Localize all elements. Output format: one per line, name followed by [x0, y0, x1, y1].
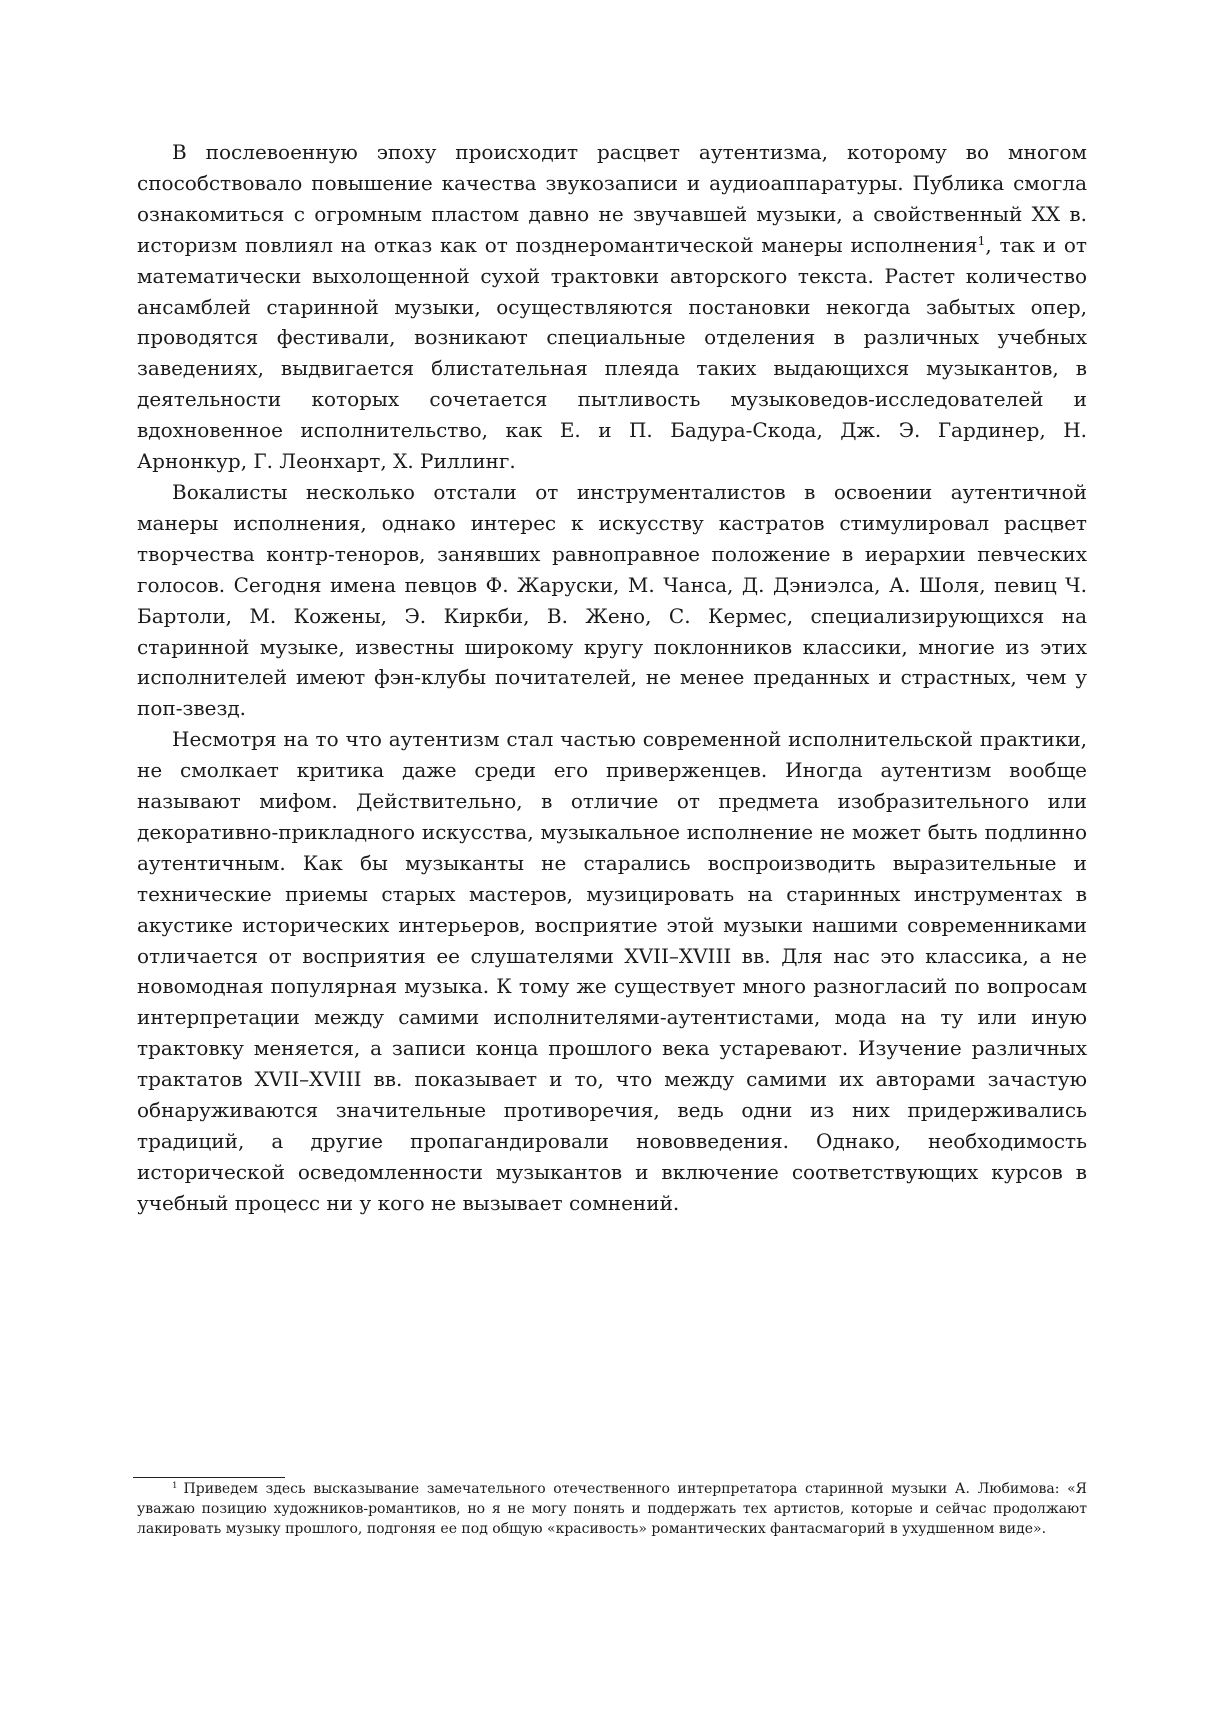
- footnote-reference: 1: [977, 232, 986, 248]
- footnote: [137, 1479, 1087, 1539]
- paragraph-1-text-before-note: В послевоенную эпоху происходит расцвет аутентизма, которому во многом способствовало повышение качества звукозаписи и аудиоаппаратуры. Публика смогла ознакомиться с огромным пластом давно не звучавшей музыки, а свойственный XX в. историзм повлиял на отказ как от позднеромантической манеры исполнения: [137, 140, 1087, 257]
- paragraph-3: Несмотря на то что аутентизм стал частью современной исполнительской практики, не смолкает критика даже среди его приверженцев. Иногда аутентизм вообще называют мифом. Действительно, в отличие от предмета изобразительного или декоративно-прикладного искусства, музыкальное исполнение не может быть подлинно аутентичным. Как бы музыканты не старались воспроизводить выразительные и технические приемы старых мастеров, музицировать на старинных инструментах в акустике исторических интерьеров, восприятие этой музыки нашими современниками отличается от восприятия ее слушателями XVII–XVIII вв. Для нас это классика, а не новомодная популярная музыка. К тому же существует много разногласий по вопросам интерпретации между самими исполнителями-аутентистами, мода на ту или иную трактовку меняется, а записи конца прошлого века устаревают. Изучение различных трактатов XVII–XVIII вв. показывает и то, что между самими их авторами зачастую обнаруживаются значительные противоречия, ведь одни из них придерживались традиций, а другие пропагандировали нововведения. Однако, необходимость исторической осведомленности музыкантов и включение соответствующих курсов в учебный процесс ни у кого не вызывает сомнений.: [137, 727, 1087, 1215]
- paragraph-1-text-after-note: , так и от математически выхолощенной сухой трактовки авторского текста. Растет количество ансамблей старинной музыки, осуществляются постановки некогда забытых опер, проводятся фестивали, возникают специальные отделения в различных учебных заведениях, выдвигается блистательная плеяда таких выдающихся музыкантов, в деятельности которых сочетается пытливость музыковедов-исследователей и вдохновенное исполнительство, как Е. и П. Бадура-Скода, Дж. Э. Гардинер, Н. Арнонкур, Г. Леонхарт, Х. Риллинг.: [137, 232, 1087, 474]
- footnote-divider: [133, 1477, 285, 1478]
- main-text: [137, 137, 1087, 1219]
- footnote-text: Приведем здесь высказывание замечательного отечественного интерпретатора старинной музыки А. Любимова: «Я уважаю позицию художников-романтиков, но я не могу понять и поддержать тех артистов, которые и сейчас продолжают лакировать музыку прошлого, подгоняя ее под общую «красивость» романтических фантасмагорий в ухудшенном виде».: [137, 1481, 1087, 1537]
- footnote-number: 1: [172, 1481, 178, 1492]
- paragraph-2: Вокалисты несколько отстали от инструменталистов в освоении аутентичной манеры исполнения, однако интерес к искусству кастратов стимулировал расцвет творчества контр-теноров, занявших равноправное положение в иерархии певческих голосов. Сегодня имена певцов Ф. Жаруски, М. Чанса, Д. Дэниэлса, А. Шоля, певиц Ч. Бартоли, М. Кожены, Э. Киркби, В. Жено, С. Кермес, специализирующихся на старинной музыке, известны широкому кругу поклонников классики, многие из этих исполнителей имеют фэн-клубы почитателей, не менее преданных и страстных, чем у поп-звезд.: [137, 479, 1087, 721]
- paragraph-1: [137, 137, 1087, 477]
